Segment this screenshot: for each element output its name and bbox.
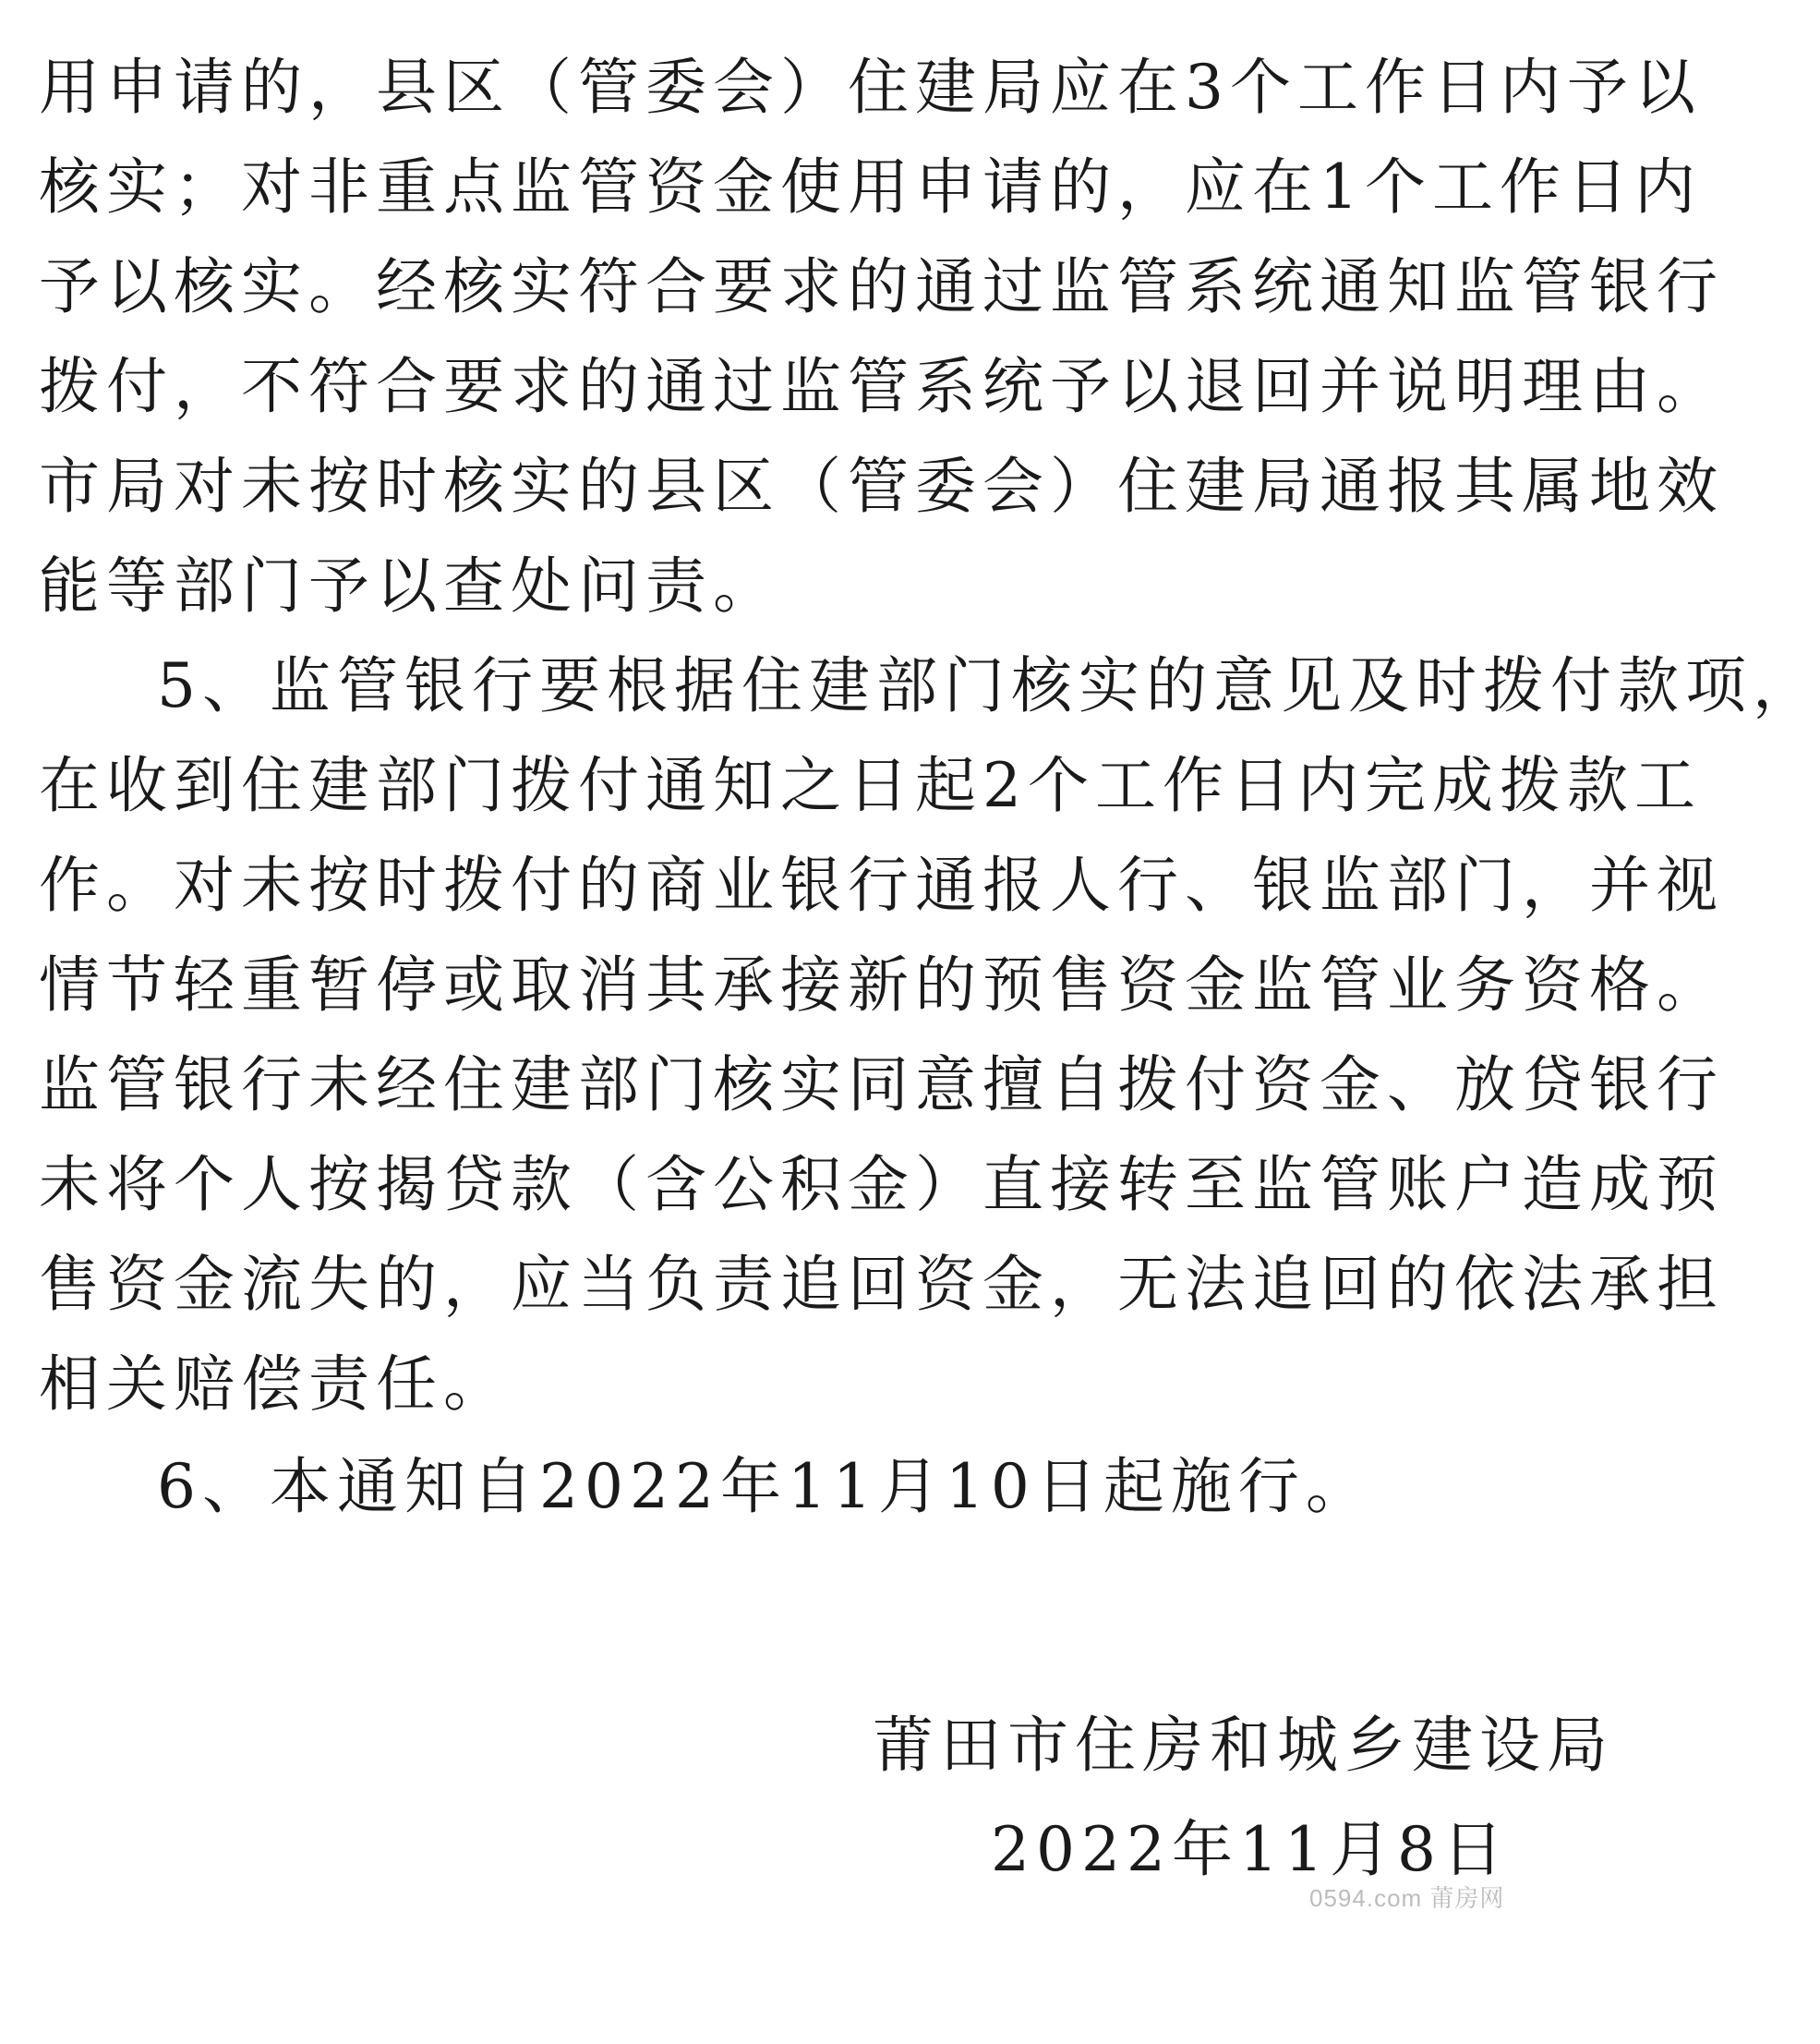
paragraph-6-line: 6、本通知自2022年11月10日起施行。 — [157, 1451, 1373, 1522]
body-text-line: 用申请的，县区（管委会）住建局应在3个工作日内予以 — [39, 52, 1702, 123]
body-text-line: 未将个人按揭贷款（含公积金）直接转至监管账户造成预 — [39, 1149, 1724, 1220]
body-text-line: 核实；对非重点监管资金使用申请的，应在1个工作日内 — [39, 151, 1702, 223]
issuing-organization: 莆田市住房和城乡建设局 — [873, 1710, 1614, 1781]
body-text-line: 能等部门予以查处问责。 — [39, 550, 780, 622]
body-text-line: 在收到住建部门拨付通知之日起2个工作日内完成拨款工 — [39, 750, 1702, 821]
body-text-line: 监管银行未经住建部门核实同意擅自拨付资金、放贷银行 — [39, 1049, 1724, 1120]
body-text-line: 售资金流失的，应当负责追回资金，无法追回的依法承担 — [39, 1249, 1724, 1320]
watermark-logo: 0594.com 莆房网 — [1309, 1884, 1505, 1912]
body-text-line: 作。对未按时拨付的商业银行通报人行、银监部门，并视 — [39, 850, 1724, 921]
body-text-line: 情节轻重暂停或取消其承接新的预售资金监管业务资格。 — [39, 949, 1724, 1021]
paragraph-5-first-line: 5、监管银行要根据住建部门核实的意见及时拨付款项， — [157, 650, 1820, 721]
body-text-line: 市局对未按时核实的县区（管委会）住建局通报其属地效 — [39, 451, 1724, 522]
issue-date: 2022年11月8日 — [991, 1814, 1510, 1885]
body-text-line: 予以核实。经核实符合要求的通过监管系统通知监管银行 — [39, 251, 1724, 322]
body-text-line: 拨付，不符合要求的通过监管系统予以退回并说明理由。 — [39, 351, 1724, 422]
body-text-line: 相关赔偿责任。 — [39, 1349, 511, 1420]
